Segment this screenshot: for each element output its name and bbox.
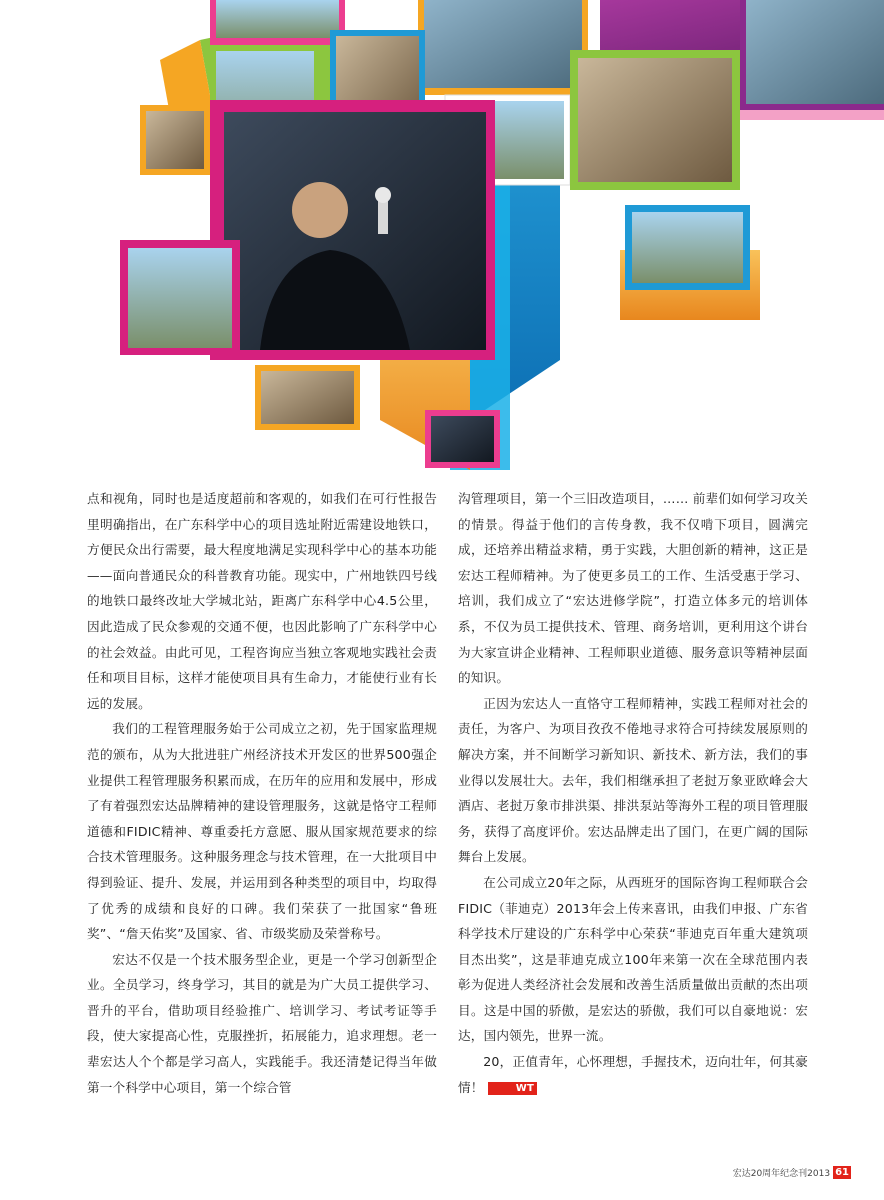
photo-top-left [216, 0, 339, 38]
photo-model [261, 371, 354, 424]
photo-construction [128, 248, 232, 348]
article-column-right [458, 486, 808, 1100]
award-trophy [378, 198, 388, 234]
photo-collage [0, 0, 884, 470]
closing-paragraph [458, 1049, 808, 1100]
photo-meeting [146, 111, 204, 169]
photo-speaker [746, 0, 884, 104]
award-person-head [292, 182, 348, 238]
end-mark: WT [488, 1082, 537, 1095]
article-column-left [87, 486, 437, 1100]
collage-artwork [0, 0, 884, 470]
photo-group-top [424, 0, 582, 88]
photo-three-people [578, 58, 732, 182]
paragraph: 点和视角，同时也是适度超前和客观的，如我们在可行性报告里明确指出，在广东科学中心的项目选址附近需建设地铁口，方便民众出行需要，最大程度地满足实现科学中心的基本功能——面向普通民众的科普教育功能。现实中，广州地铁四号线的地铁口最终改址大学城北站，距离广东科学中心4.5公里，因此造成了民众参观的交通不便，也因此影响了广东科学中心的社会效益。由此可见，工程咨询应当独立客观地实践社会责任和项目目标，这样才能使项目具有生命力，才能使行业有长远的发展。 [87, 491, 437, 711]
paragraph: 正因为宏达人一直恪守工程师精神，实践工程师对社会的责任，为客户、为项目孜孜不倦地寻求符合可持续发展原则的解决方案，并不间断学习新知识、新技术、新方法，我们的事业得以发展壮大。去年，我们相继承担了老挝万象亚欧峰会大酒店、老挝万象市排洪渠、排洪泵站等海外工程的项目管理服务，获得了高度评价。宏达品牌走出了国门，在更广阔的国际舞台上发展。 [458, 695, 808, 865]
photo-outdoor-group [632, 212, 743, 283]
page-number: 61 [835, 1167, 849, 1178]
paragraph: 在公司成立20年之际，从西班牙的国际咨询工程师联合会FIDIC（菲迪克）2013年会上传来喜讯，由我们申报、广东省科学技术厅建设的广东科学中心荣获“菲迪克百年重大建筑项目杰出奖”，这是菲迪克成立100年来第一次在全球范围内表彰为促进人类经济社会发展和改善生活质量做出贡献的杰出项目。这是中国的骄傲，是宏达的骄傲，我们可以自豪地说：宏达，国内领先，世界一流。 [458, 874, 808, 1044]
photo-handshake [431, 416, 494, 462]
publication-title: 宏达20周年纪念刊2013 [732, 1169, 831, 1179]
paragraph: 沟管理项目，第一个三旧改造项目，…… 前辈们如何学习攻关的情景。得益于他们的言传身教，我不仅啃下项目，圆满完成，还培养出精益求精，勇于实践，大胆创新的精神，这正是宏达工程师精神。为了使更多员工的工作、生活受惠于学习、培训，我们成立了“宏达进修学院”，打造立体多元的培训体系，不仅为员工提供技术、管理、商务培训，更利用这个讲台为大家宣讲企业精神、工程师职业道德、服务意识等精神层面的知识。 [458, 491, 808, 686]
page-footer [733, 1166, 851, 1179]
paragraph: 宏达不仅是一个技术服务型企业，更是一个学习创新型企业。全员学习，终身学习，其目的就是为广大员工提供学习、晋升的平台，借助项目经验推广、培训学习、考试考证等手段，使大家提高心性，克服挫折，拓展能力，追求理想。老一辈宏达人个个都是学习高人，实践能手。我还清楚记得当年做第一个科学中心项目，第一个综合管 [87, 951, 437, 1095]
closing-text: 20，正值青年，心怀理想，手握技术，迈向壮年，何其豪情！ [458, 1054, 808, 1095]
paragraph: 我们的工程管理服务始于公司成立之初，先于国家监理规范的颁布，从为大批进驻广州经济技术开发区的世界500强企业提供工程管理服务积累而成，在历年的应用和发展中，形成了有着强烈宏达品牌精神的建设管理服务，这就是恪守工程师道德和FIDIC精神、尊重委托方意愿、服从国家规范要求的综合技术管理服务。这种服务理念与技术管理，在一大批项目中得到验证、提升、发展，并运用到各种类型的项目中，均取得了优秀的成绩和良好的口碑。我们荣获了一批国家“鲁班奖”、“詹天佑奖”及国家、省、市级奖励及荣誉称号。 [87, 721, 437, 942]
award-trophy-top [375, 187, 391, 203]
